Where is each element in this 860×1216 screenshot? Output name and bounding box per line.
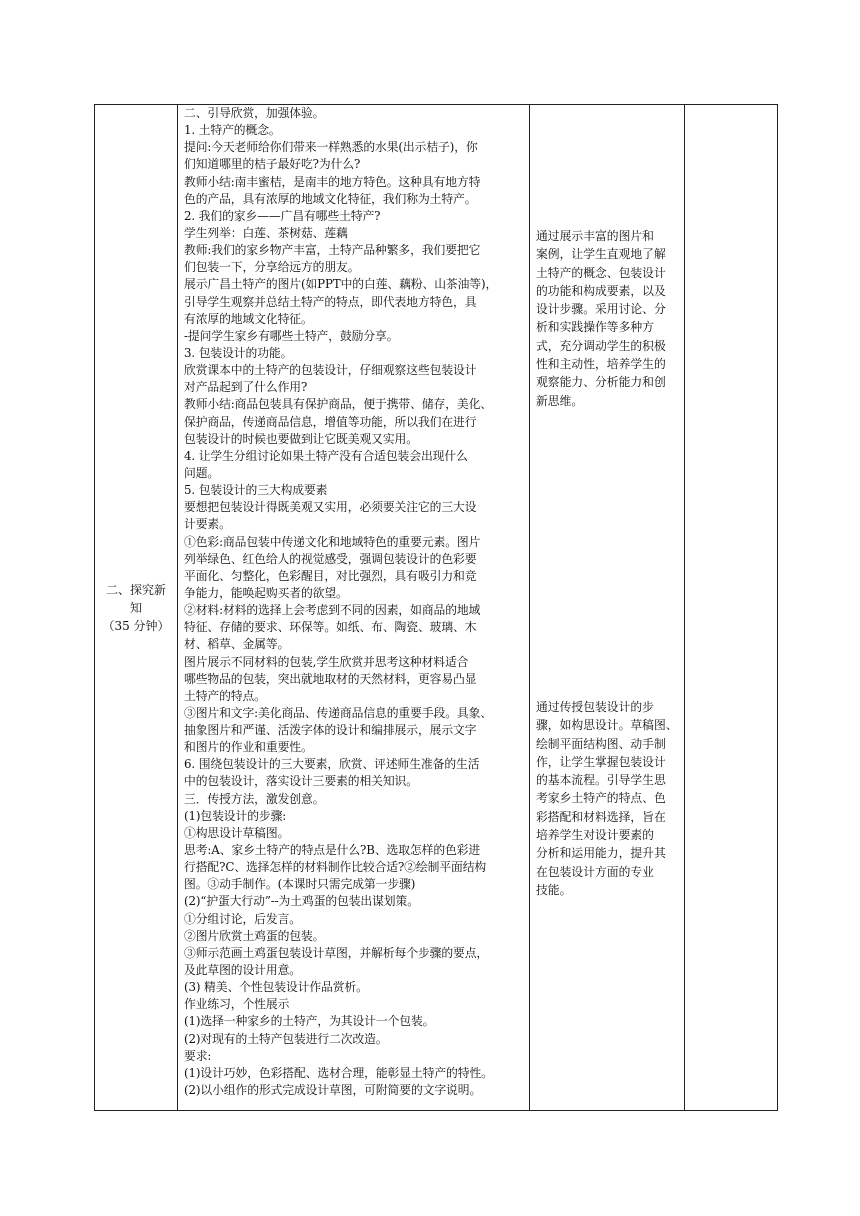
note-line: 设计步骤。采用讨论、分 [536, 302, 666, 317]
phase-duration: （35 分钟） [102, 618, 170, 633]
content-line: (1)包装设计的步骤: [184, 808, 287, 823]
design-intent-note-1 [536, 227, 680, 410]
note-line: 骤，如构思设计。草稿图、 [536, 718, 678, 733]
content-line: ①构思设计草稿图。 [184, 825, 290, 840]
content-line: 欣赏课本中的土特产的包装设计，仔细观察这些包装设计 [184, 363, 477, 378]
content-line: ③师示范画土鸡蛋包装设计草图，并解析每个步骤的要点， [184, 945, 489, 960]
phase-cell [95, 105, 178, 1111]
content-line: 材、稻草、金属等。 [184, 637, 290, 652]
note-line: 式，充分调动学生的积极 [536, 338, 666, 353]
content-line: 对产品起到了什么作用? [184, 380, 308, 395]
content-line: ①色彩:商品包装中传递文化和地域特色的重要元素。图片 [184, 534, 481, 549]
content-line: 抽象图片和严谨、活泼字体的设计和编排展示，展示文字 [184, 723, 477, 738]
design-intent-cell [530, 105, 685, 1111]
content-line: 二、引导欣赏，加强体验。 [184, 106, 325, 120]
content-line: ①分组讨论，后发言。 [184, 911, 301, 926]
empty-cell [685, 105, 778, 1111]
content-line: 中的包装设计，落实设计三要素的相关知识。 [184, 774, 418, 789]
content-line: ②材料:材料的选择上会考虑到不同的因素，如商品的地域 [184, 603, 481, 618]
phase-line: 二、探究新 [105, 582, 166, 597]
content-line: 三．传授方法，激发创意。 [184, 791, 325, 806]
content-line: 6. 围绕包装设计的三大要素，欣赏、评述师生准备的生活 [184, 757, 480, 772]
content-line: 行搭配?C、选择怎样的材料制作比较合适?②绘制平面结构 [184, 860, 487, 875]
teaching-content [184, 105, 526, 1099]
content-line: (3) 精美、个性包装设计作品赏析。 [184, 980, 368, 995]
content-line: 们知道哪里的桔子最好吃?为什么? [184, 157, 361, 172]
design-intent-note-2 [536, 698, 680, 899]
phase-label [95, 581, 177, 635]
note-line: 土特产的概念、包装设计 [536, 265, 666, 280]
content-line: 思考:A、家乡土特产的特点是什么?B、选取怎样的色彩进 [184, 843, 481, 858]
note-line: 析和实践操作等多种方 [536, 320, 654, 335]
note-line: 通过传授包装设计的步 [536, 700, 654, 714]
note-line: 的基本流程。引导学生思 [536, 773, 666, 788]
content-line: 和图片的作业和重要性。 [184, 740, 313, 755]
note-line: 考家乡土特产的特点、色 [536, 791, 666, 806]
note-line: 分析和运用能力，提升其 [536, 846, 666, 861]
content-line: (2)对现有的土特产包装进行二次改造。 [184, 1031, 388, 1046]
note-line: 绘制平面结构图、动手制 [536, 736, 666, 751]
table-row [95, 105, 778, 1111]
content-line: 哪些物品的包装，突出就地取材的天然材料，更容易凸显 [184, 671, 477, 686]
note-line: 作，让学生掌握包装设计 [536, 754, 666, 769]
content-line: 列举绿色、红色给人的视觉感受，强调包装设计的色彩要 [184, 551, 477, 566]
content-line: 展示广昌土特产的图片(如PPT中的白莲、藕粉、山茶油等)， [184, 277, 498, 292]
note-line: 技能。 [536, 882, 572, 897]
content-line: 包装设计的时候也要做到让它既美观又实用。 [184, 431, 418, 446]
note-line: 新思维。 [536, 393, 584, 408]
content-line: 图片展示不同材料的包装,学生欣赏并思考这种材料适合 [184, 654, 469, 669]
content-line: 4. 让学生分组讨论如果土特产没有合适包装会出现什么 [184, 448, 468, 463]
content-line: 2. 我们的家乡——广昌有哪些土特产? [184, 208, 381, 223]
content-line: ③图片和文字:美化商品、传递商品信息的重要手段。具象、 [184, 705, 492, 720]
phase-line: 知 [129, 600, 142, 615]
content-line: 计要素。 [184, 517, 231, 532]
content-line: 平面化、匀整化，色彩醒目，对比强烈，具有吸引力和竞 [184, 568, 477, 583]
content-line: 争能力，能唤起购买者的欲望。 [184, 585, 348, 600]
content-line: 特征、存储的要求、环保等。如纸、布、陶瓷、玻璃、木 [184, 620, 477, 635]
note-line: 案例，让学生直观地了解 [536, 247, 666, 262]
content-line: 要想把包装设计得既美观又实用，必须要关注它的三大设 [184, 500, 477, 515]
lesson-plan-table [94, 104, 778, 1111]
content-line: (1)选择一种家乡的土特产，为其设计一个包装。 [184, 1014, 435, 1029]
content-line: 教师小结:南丰蜜桔，是南丰的地方特色。这种具有地方特 [184, 174, 481, 189]
content-line: 提问:今天老师给你们带来一样熟悉的水果(出示桔子)，你 [184, 140, 478, 155]
content-line: (1)设计巧妙，色彩搭配、选材合理，能彰显土特产的特性。 [184, 1065, 493, 1080]
content-line: 作业练习，个性展示 [184, 997, 290, 1012]
content-line: 问题。 [184, 465, 220, 480]
content-line: 教师小结:商品包装具有保护商品，便于携带、储存，美化、 [184, 397, 492, 412]
content-line: 们包装一下，分享给远方的朋友。 [184, 260, 360, 275]
content-line: (2)以小组作的形式完成设计草图，可附简要的文字说明。 [184, 1083, 482, 1098]
note-line: 在包装设计方面的专业 [536, 864, 654, 879]
content-line: 3. 包装设计的功能。 [184, 345, 293, 360]
content-line: 保护商品，传递商品信息，增值等功能，所以我们在进行 [184, 414, 477, 429]
content-line: 5. 包装设计的三大构成要素 [184, 483, 328, 498]
content-line: 学生列举：白莲、茶树菇、莲藕 [184, 225, 348, 240]
note-line: 的功能和构成要素，以及 [536, 283, 666, 298]
content-line: 引导学生观察并总结土特产的特点，即代表地方特色，具 [184, 294, 477, 309]
note-line: 观察能力、分析能力和创 [536, 375, 666, 390]
content-line: 图。③动手制作。(本课时只需完成第一步骤) [184, 877, 416, 892]
content-line: 教师:我们的家乡物产丰富，土特产品种繁多，我们要把它 [184, 243, 481, 258]
note-line: 性和主动性，培养学生的 [536, 357, 666, 372]
note-line: 通过展示丰富的图片和 [536, 229, 654, 243]
content-line: 1. 土特产的概念。 [184, 123, 281, 138]
content-line: ②图片欣赏土鸡蛋的包装。 [184, 928, 325, 943]
content-line: (2)“护蛋大行动”--为土鸡蛋的包装出谋划策。 [184, 894, 419, 909]
content-line: 及此草图的设计用意。 [184, 963, 301, 978]
content-line: -提问学生家乡有哪些土特产，鼓励分享。 [184, 328, 399, 343]
teaching-content-cell [178, 105, 530, 1111]
note-line: 彩搭配和材料选择，旨在 [536, 809, 666, 824]
note-line: 培养学生对设计要素的 [536, 828, 654, 843]
content-line: 色的产品，具有浓厚的地域文化特征，我们称为土特产。 [184, 191, 477, 206]
content-line: 土特产的特点。 [184, 688, 266, 703]
content-line: 要求: [184, 1048, 212, 1063]
content-line: 有浓厚的地域文化特征。 [184, 311, 313, 326]
